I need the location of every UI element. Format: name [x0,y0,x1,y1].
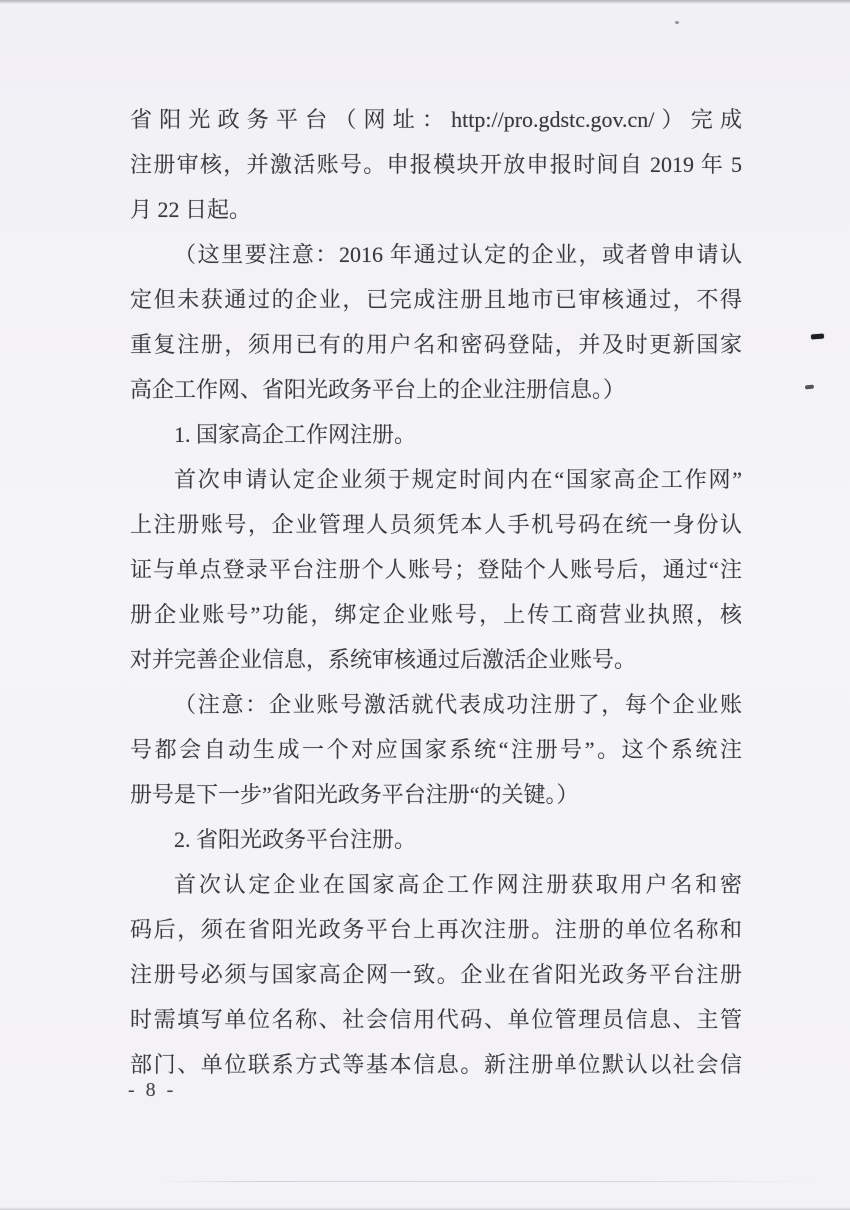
text-line: 2. 省阳光政务平台注册。 [174,827,417,852]
text-line: （这里要注意：2016 年通过认定的企业，或者曾申请认 [174,242,742,267]
text-line: 码后，须在省阳光政务平台上再次注册。注册的单位名称和 [130,917,742,942]
document-lines [130,97,742,1087]
scan-dash-mark [805,385,814,390]
text-line: 1. 国家高企工作网注册。 [174,422,417,447]
text-line: 册企业账号”功能，绑定企业账号，上传工商营业执照，核 [130,602,742,627]
text-line: 时需填写单位名称、社会信用代码、单位管理员信息、主管 [130,1007,742,1032]
text-line: 对并完善企业信息，系统审核通过后激活企业账号。 [130,647,637,672]
text-line: 省阳光政务平台（网址：http://pro.gdstc.gov.cn/）完成 [130,107,742,132]
text-line: 高企工作网、省阳光政务平台上的企业注册信息。） [130,377,626,402]
page-number: - 8 - [128,1079,177,1101]
text-line: 上注册账号，企业管理人员须凭本人手机号码在统一身份认 [130,512,742,537]
scan-dash-mark [811,334,824,340]
text-line: 首次申请认定企业须于规定时间内在“国家高企工作网” [174,467,742,492]
text-line: 注册审核，并激活账号。申报模块开放申报时间自 2019 年 5 [130,152,742,177]
scan-faint-line [160,1181,820,1182]
text-line: 册号是下一步”省阳光政务平台注册“的关键。） [130,782,579,807]
scan-speck [675,21,679,24]
text-line: 号都会自动生成一个对应国家系统“注册号”。这个系统注 [130,737,742,762]
scan-top-edge-shadow [0,0,850,4]
text-line: 重复注册，须用已有的用户名和密码登陆，并及时更新国家 [130,332,742,357]
text-line: 首次认定企业在国家高企工作网注册获取用户名和密 [174,872,742,897]
text-line: 注册号必须与国家高企网一致。企业在省阳光政务平台注册 [130,962,742,987]
text-line: （注意：企业账号激活就代表成功注册了，每个企业账 [174,692,742,717]
text-line: 定但未获通过的企业，已完成注册且地市已审核通过，不得 [130,287,742,312]
text-line: 月 22 日起。 [130,197,252,222]
text-line: 证与单点登录平台注册个人账号；登陆个人账号后，通过“注 [130,557,742,582]
text-line: 部门、单位联系方式等基本信息。新注册单位默认以社会信 [130,1052,742,1077]
